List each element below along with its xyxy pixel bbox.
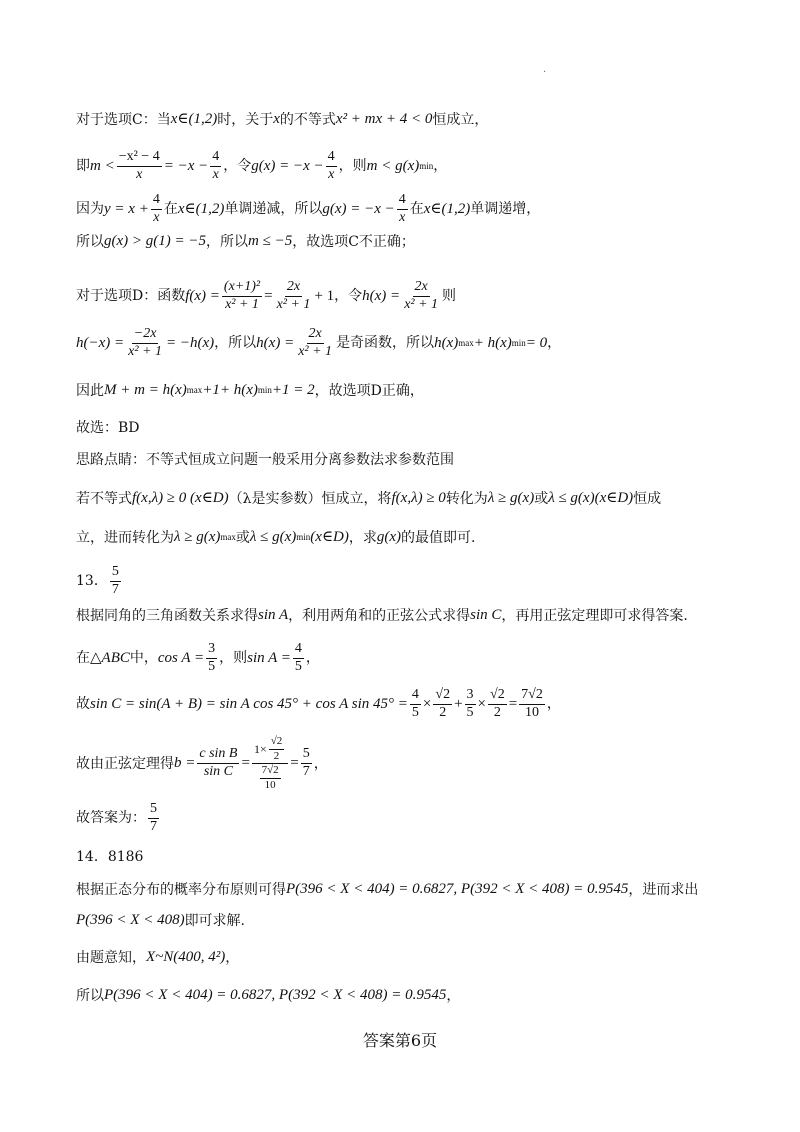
option-c-line-3: 因为 y = x + $\frac{4}{x}$ 在 x∈(1,2) 单调递减，所以 g(x) = −x − $\frac{4}{x}$ 在 x∈(1,2) 单调递增，	[76, 192, 541, 225]
option-c-line-4: 所以 g(x) > g(1) = −5 ，所以 m ≤ −5 ，故选项C不正确；	[76, 233, 415, 250]
answer-line: 故选：BD	[76, 420, 140, 436]
q14-line-1: 根据正态分布的概率分布原则可得 P(396 < X < 404) = 0.6827, P(392 < X < 408) = 0.9545 ，进而求出	[76, 881, 699, 898]
fraction: $\frac{\text{c sin B}}{\text{sin C}}$	[199, 746, 238, 780]
page-footer: 答案第6页	[362, 1031, 438, 1050]
q13-answer: 13． $\frac{5}{7}$	[76, 564, 119, 597]
fraction: $\frac{2x}{\text{x² + 1}}$	[404, 279, 439, 312]
fraction: $\frac{4}{x}$	[327, 149, 335, 182]
fraction: $\frac{\text{(x+1)²}}{\text{x² + 1}}$	[223, 279, 261, 312]
tip-line-2: 立，进而转化为 λ ≥ g(x) max 或 λ ≤ g(x) min (x∈D) ，求 g(x) 的最值即可.	[76, 529, 476, 546]
option-c-line-2: 即 m < $\frac{\text{−x² − 4}}{x}$ = −x − $\frac{4}{x}$ ，令 g(x) = −x − $\frac{4}{x}$ ，则 m < g(x) min ，	[76, 149, 448, 182]
option-d-line-1: 对于选项D：函数 f(x) = $\frac{\text{(x+1)²}}{\text{x² + 1}}$ = $\frac{2x}{\text{x² + 1}}$ + 1 ，令 h(x) = $\frac{2x}{\text{x² + 1}}$ 则	[76, 279, 457, 312]
q13-line-2: 故 sin C = sin(A + B) = sin A cos 45° + cos A sin 45° = $\frac{4}{5}$ × $\frac{√2}{2}$ + $\frac{3}{5}$ × $\frac{√2}{2}$ = $\frac{7√2}{10}$ ，	[76, 687, 561, 720]
option-c-line-1: 对于选项C：当 x∈(1,2) 时，关于 x 的不等式 x² + mx + 4 < 0 恒成立，	[76, 111, 489, 128]
fraction: $\frac{4}{x}$	[212, 149, 220, 182]
fraction: $\frac{5}{7}$	[150, 801, 157, 834]
fraction: $\frac{3}{5}$	[208, 641, 216, 674]
fraction: $\frac{4}{x}$	[152, 192, 160, 225]
option-d-line-2: h(−x) = $\frac{-2x}{\text{x² + 1}}$ = −h(x) ，所以 h(x) = $\frac{2x}{\text{x² + 1}}$ 是奇函数，所以 h(x) max + h(x) min = 0 ，	[76, 326, 562, 359]
fraction: $\frac{2x}{\text{x² + 1}}$	[298, 326, 333, 359]
q14-line-2: P(396 < X < 408) 即可求解.	[76, 912, 246, 929]
fraction: $\frac{√2}{2}$	[490, 687, 505, 720]
fraction: $\frac{-2x}{\text{x² + 1}}$	[128, 326, 163, 359]
fraction: $\frac{7√2}{10}$	[521, 687, 543, 720]
fraction: $\frac{4}{x}$	[398, 192, 406, 225]
fraction: $\frac{5}{7}$	[111, 564, 119, 597]
q13-description: 根据同角的三角函数关系求得 sin A ，利用两角和的正弦公式求得 sin C ，再用正弦定理即可求得答案.	[76, 607, 688, 624]
tip-title: 思路点睛：不等式恒成立问题一般采用分离参数法求参数范围	[76, 452, 454, 468]
fraction: $\frac{5}{7}$	[302, 746, 310, 780]
q14-line-3: 由题意知， X~N(400, 4²) ，	[76, 949, 240, 966]
tip-line-1: 若不等式 f(x,λ) ≥ 0 (x∈D) （λ是实参数）恒成立，将 f(x,λ) ≥ 0 转化为 λ ≥ g(x) 或 λ ≤ g(x)(x∈D) 恒成	[76, 490, 662, 507]
fraction: $\frac{3}{5}$	[466, 687, 474, 720]
q13-line-3: 故由正弦定理得 b = $\frac{\text{c sin B}}{\text{sin C}}$ = 1× $\frac{√2}{2}$ $\frac{7√2}{10}$ = $\frac{5}{7}$ ，	[76, 735, 328, 791]
fraction: $\frac{4}{5}$	[411, 687, 419, 720]
q14-line-4: 所以 P(396 < X < 404) = 0.6827, P(392 < X < 408) = 0.9545 ，	[76, 987, 461, 1004]
fraction: $\frac{√2}{2}$	[435, 687, 451, 720]
page-marker: .	[543, 64, 547, 75]
fraction: $\frac{2x}{\text{x² + 1}}$	[276, 279, 311, 312]
q13-final-answer: 故答案为： $\frac{5}{7}$	[76, 801, 157, 834]
compound-fraction: 1× $\frac{√2}{2}$ $\frac{7√2}{10}$	[252, 736, 288, 791]
option-d-line-3: 因此 M + m = h(x) max +1+ h(x) min +1 = 2 ，故选项D正确，	[76, 382, 424, 399]
fraction: $\frac{\text{−x² − 4}}{x}$	[118, 149, 160, 182]
q13-line-1: 在 △ABC 中， cos A = $\frac{3}{5}$ ，则 sin A = $\frac{4}{5}$ ，	[76, 641, 320, 674]
q14-answer: 14．8186	[76, 849, 144, 865]
fraction: $\frac{4}{5}$	[294, 641, 302, 674]
